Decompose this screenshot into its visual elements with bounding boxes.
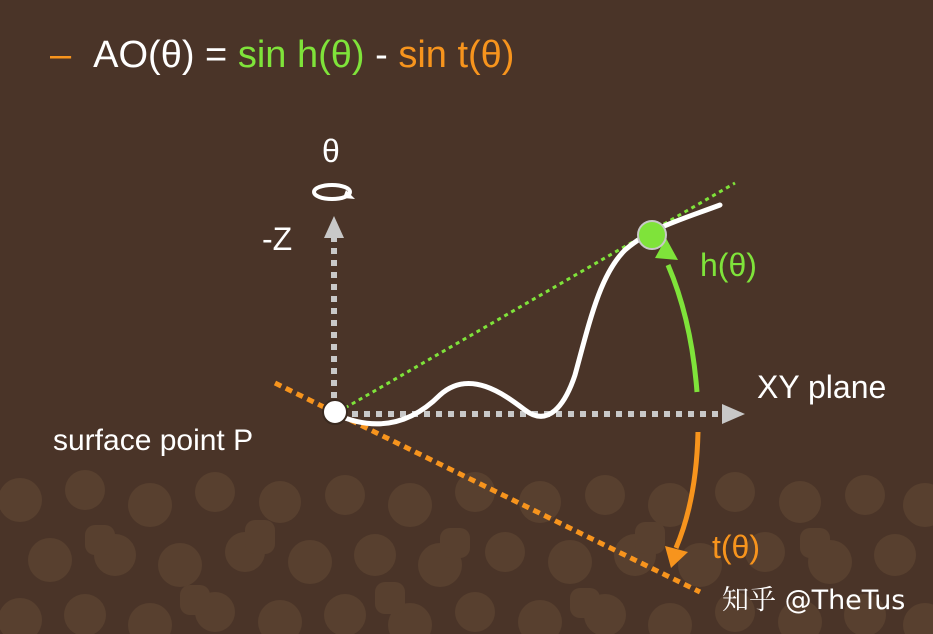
h-angle-arc bbox=[668, 265, 697, 392]
t-label: t(θ) bbox=[712, 529, 760, 565]
t-angle-arc bbox=[676, 432, 698, 548]
formula-horizon-term: sin h(θ) bbox=[237, 34, 365, 76]
t-angle-arrowhead bbox=[665, 546, 688, 568]
neg-z-arrowhead bbox=[324, 216, 344, 238]
surface-point-label: surface point P bbox=[53, 424, 254, 457]
bullet-dash: – bbox=[50, 34, 72, 76]
h-label: h(θ) bbox=[700, 247, 757, 283]
neg-z-label: -Z bbox=[262, 221, 293, 257]
theta-label: θ bbox=[322, 133, 340, 169]
xy-plane-arrowhead bbox=[722, 404, 745, 424]
formula-tangent-term: sin t(θ) bbox=[398, 34, 515, 76]
formula-minus: - bbox=[375, 34, 388, 76]
horizon-line bbox=[338, 183, 735, 412]
formula-lhs: AO(θ) = bbox=[93, 34, 228, 76]
watermark: 知乎 @TheTus bbox=[722, 585, 906, 616]
xy-plane-label: XY plane bbox=[757, 369, 887, 405]
rotation-arrow-icon bbox=[314, 185, 355, 199]
surface-point-p bbox=[323, 400, 347, 424]
horizon-point bbox=[638, 221, 666, 249]
